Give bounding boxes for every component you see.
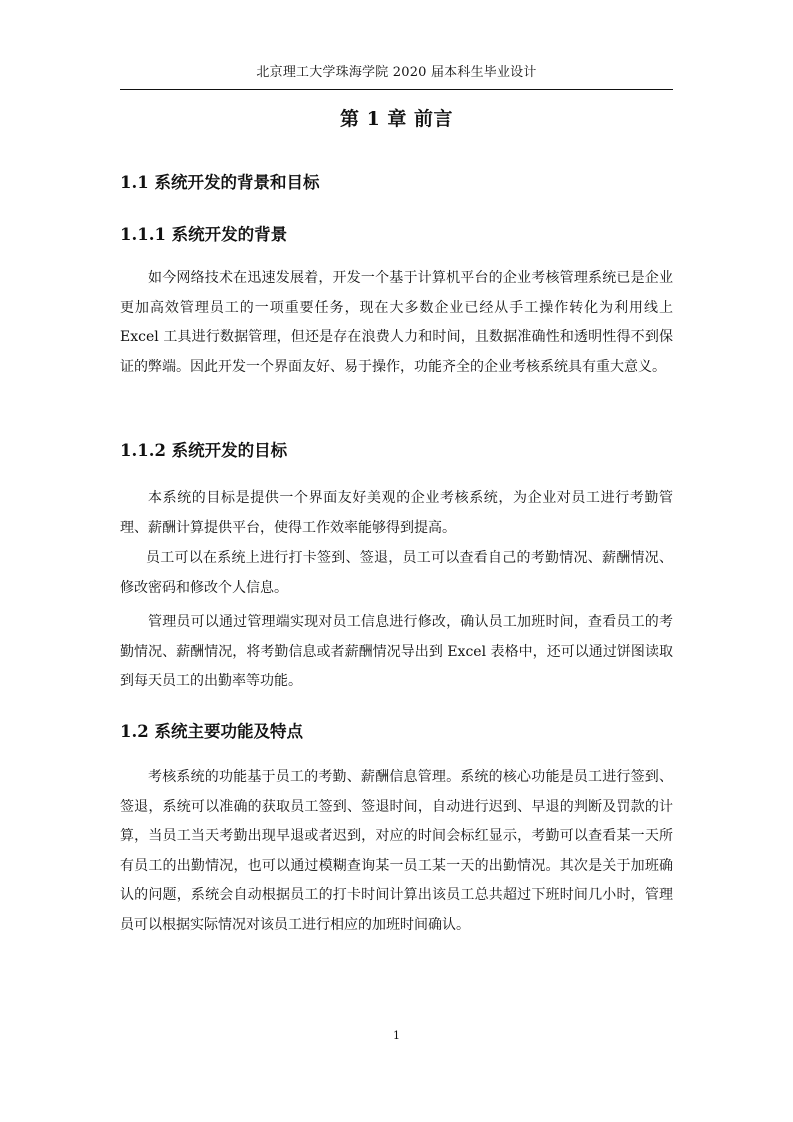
paragraph-goal-3: 管理员可以通过管理端实现对员工信息进行修改，确认员工加班时间，查看员工的考勤情况、薪酬情况，将考勤信息或者薪酬情况导出到 Excel 表格中，还可以通过饼图读取到每天员工的出勤率等功能。 [120, 614, 673, 690]
header-rule [120, 89, 673, 90]
page-number: 1 [393, 1029, 400, 1042]
section-heading-1-1-2: 1.1.2 系统开发的目标 [120, 441, 288, 460]
paragraph-features: 考核系统的功能基于员工的考勤、薪酬信息管理。系统的核心功能是员工进行签到、签退，系统可以准确的获取员工签到、签退时间，自动进行迟到、早退的判断及罚款的计算，当员工当天考勤出现早退或者迟到，对应的时间会标红显示，考勤可以查看某一天所有员工的出勤情况，也可以通过模糊查询某一员工某一天的出勤情况。其次是关于加班确认的问题，系统会自动根据员工的打卡时间计算出该员工总共超过下班时间几小时，管理员可以根据实际情况对该员工进行相应的加班时间确认。 [120, 769, 673, 933]
paragraph-background: 如今网络技术在迅速发展着，开发一个基于计算机平台的企业考核管理系统已是企业更加高效管理员工的一项重要任务，现在大多数企业已经从手工操作转化为利用线上 Excel 工具进行数据管理，但还是存在浪费人力和时间，且数据准确性和透明性得不到保证的弊端。因此开发一个界面友好、易于操作，功能齐全的企业考核系统具有重大意义。 [120, 270, 673, 375]
running-header: 北京理工大学珠海学院 2020 届本科生毕业设计 [256, 65, 537, 80]
section-heading-1-1-1: 1.1.1 系统开发的背景 [120, 225, 288, 244]
paragraph-goal-2: 员工可以在系统上进行打卡签到、签退，员工可以查看自己的考勤情况、薪酬情况、修改密码和修改个人信息。 [120, 550, 673, 596]
chapter-title: 第 1 章 前言 [339, 108, 454, 130]
section-heading-1-2: 1.2 系统主要功能及特点 [120, 722, 303, 741]
paragraph-goal-1: 本系统的目标是提供一个界面友好美观的企业考核系统，为企业对员工进行考勤管理、薪酬计算提供平台，使得工作效率能够得到提高。 [120, 490, 673, 536]
section-heading-1-1: 1.1 系统开发的背景和目标 [120, 173, 320, 192]
